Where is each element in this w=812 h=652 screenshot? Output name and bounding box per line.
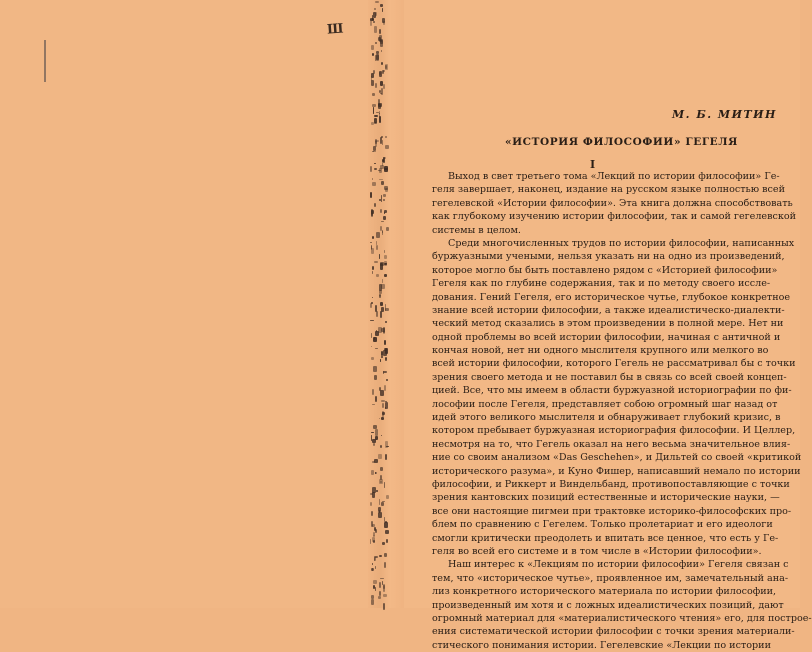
text-line: цией. Все, что мы имеем в области буржуазной историографии по фи-: [432, 385, 792, 397]
scan-speck: [381, 181, 384, 186]
scan-speck: [385, 145, 389, 149]
scan-speck: [373, 443, 375, 446]
scan-speck: [374, 558, 375, 561]
scan-speck: [373, 580, 377, 584]
text-line: зрения кантовских позиций естественные и исторические науки, —: [432, 492, 780, 504]
scan-speck: [375, 1, 379, 3]
text-line: огромный материал для «материалистического чтения» его, для построе-: [432, 612, 812, 624]
scan-speck: [379, 418, 381, 419]
scan-speck: [383, 194, 387, 196]
text-line: Выход в свет третьего тома «Лекций по истории философии» Ге-: [448, 171, 780, 182]
scan-speck: [371, 357, 374, 361]
scan-speck: [375, 587, 376, 591]
scan-speck: [384, 553, 388, 557]
text-line: блем по сравнению с Гегелем. Только пролетариат и его идеологи: [432, 519, 773, 531]
scan-speck: [383, 70, 385, 72]
scan-speck: [383, 21, 386, 26]
scan-speck: [380, 578, 383, 580]
scan-speck: [376, 55, 379, 60]
scan-speck: [372, 236, 374, 239]
scan-speck: [386, 379, 388, 381]
scan-speck: [372, 266, 374, 270]
text-line: одной проблемы во всей истории философии, начиная с античной и: [432, 331, 781, 343]
scan-speck: [379, 510, 380, 513]
scan-speck: [370, 19, 372, 25]
scan-speck: [372, 178, 373, 180]
text-line: зрения своего метода и не поставил бы в связь со всей своей концеп-: [432, 371, 787, 383]
scan-speck: [385, 308, 388, 311]
scan-speck: [382, 542, 385, 545]
article-body: [432, 170, 812, 652]
scan-speck: [382, 140, 383, 145]
scan-speck: [371, 599, 373, 606]
scan-speck: [379, 71, 381, 77]
scan-speck: [385, 188, 388, 193]
scan-speck: [372, 297, 374, 299]
text-line: лиз конкретного исторического материала по истории философии,: [432, 586, 777, 598]
scan-speck: [382, 279, 383, 284]
scan-speck: [379, 284, 382, 291]
text-line: геля завершает, наконец, издание на русском языке полностью всей: [432, 184, 786, 196]
scan-speck: [379, 168, 382, 172]
scan-mark: [44, 40, 46, 82]
text-line: геля во всей его системе и в том числе в «Истории философии».: [432, 545, 762, 557]
scan-speck: [372, 563, 373, 564]
scan-speck: [385, 348, 389, 354]
scan-speck: [385, 64, 388, 71]
scan-speck: [385, 402, 387, 408]
scan-speck: [375, 436, 377, 441]
scan-speck: [375, 55, 376, 62]
text-line: ения систематической истории философии с точки зрения материали-: [432, 626, 795, 638]
scan-speck: [371, 595, 374, 599]
scan-speck: [378, 454, 382, 459]
scan-speck: [372, 104, 376, 108]
scan-speck: [380, 311, 382, 317]
page-number: Ш: [326, 21, 346, 38]
scan-speck: [385, 454, 387, 460]
scan-speck: [370, 192, 372, 198]
scan-speck: [379, 116, 381, 123]
scan-speck: [379, 555, 383, 557]
text-line: как глубокому изучению истории философии, так и самой гегелевской: [432, 211, 797, 223]
scan-speck: [374, 168, 377, 170]
scan-speck: [384, 522, 388, 529]
scan-speck: [383, 603, 385, 610]
scan-speck: [375, 429, 378, 436]
scan-speck: [380, 445, 382, 447]
scan-speck: [370, 242, 372, 243]
scan-speck: [383, 157, 385, 159]
scan-speck: [372, 182, 376, 187]
text-line: исторического разума», и Куно Фишер, написавший немало по истории: [432, 465, 801, 477]
scan-speck: [384, 250, 386, 253]
scan-speck: [380, 390, 383, 396]
scan-speck: [384, 482, 385, 488]
scan-speck: [382, 501, 385, 502]
scan-speck: [374, 118, 377, 123]
scan-speck: [385, 321, 388, 323]
text-line: лософии после Гегеля, представляет собою огромный шаг назад от: [432, 398, 778, 410]
scan-speck: [384, 274, 387, 277]
scan-speck: [384, 385, 386, 391]
text-line: произведенный им хотя и с ложных идеалистических позиций, дают: [432, 599, 784, 611]
scan-speck: [386, 539, 388, 543]
scan-speck: [373, 540, 375, 544]
text-line: философии, и Риккерт и Виндельбанд, противопоставляющие с точки: [432, 478, 790, 490]
scan-speck: [382, 159, 384, 162]
text-line: Наш интерес к «Лекциям по истории философии» Гегеля связан с: [448, 559, 789, 571]
scan-speck: [371, 432, 374, 433]
scan-speck: [379, 35, 382, 42]
text-line: стического понимания истории. Гегелевские «Лекции по истории: [432, 639, 771, 651]
scan-speck: [376, 274, 380, 278]
scan-speck: [373, 585, 374, 589]
scan-speck: [381, 221, 384, 223]
scan-speck: [381, 356, 383, 358]
scan-speck: [376, 490, 378, 492]
scan-speck: [373, 532, 375, 537]
scan-speck: [383, 84, 385, 89]
scan-speck: [373, 12, 377, 18]
scan-speck: [383, 584, 386, 590]
scan-speck: [376, 311, 379, 317]
scan-speck: [376, 245, 379, 250]
scan-speck: [373, 366, 377, 372]
scan-speck: [375, 42, 377, 44]
scan-speck: [381, 351, 383, 356]
scan-speck: [371, 302, 373, 304]
scan-speck: [381, 62, 383, 65]
scan-speck: [373, 107, 374, 114]
scan-speck: [370, 493, 373, 495]
scan-speck: [386, 227, 389, 231]
scan-speck: [372, 93, 375, 96]
scan-speck: [383, 594, 387, 597]
scan-speck: [372, 389, 374, 395]
scan-speck: [372, 271, 374, 275]
text-line: Среди многочисленных трудов по истории философии, написанных: [448, 237, 795, 249]
scan-speck: [374, 459, 378, 463]
scan-speck: [374, 203, 376, 207]
text-line: всей истории философии, которого Гегель не рассматривал бы с точки: [432, 358, 796, 370]
scan-speck: [374, 163, 376, 164]
scan-speck: [375, 348, 378, 349]
scan-speck: [371, 248, 373, 254]
scan-speck: [380, 302, 383, 306]
text-line: ние со своим анализом «Das Geschehen», и Дильтей со своей «критикой: [432, 452, 802, 464]
scan-speck: [385, 530, 388, 533]
scan-speck: [380, 467, 383, 471]
scan-speck: [384, 210, 387, 213]
scan-speck: [373, 70, 375, 74]
scan-speck: [380, 4, 383, 7]
scan-speck: [383, 327, 386, 333]
scan-speck: [384, 255, 386, 258]
text-line: которое могло бы быть поставлено рядом с «Историей философии»: [432, 264, 778, 276]
text-line: системы в целом.: [432, 224, 521, 236]
scan-speck: [375, 331, 379, 336]
scan-speck: [379, 499, 381, 506]
scan-speck: [375, 396, 378, 402]
scan-speck: [370, 320, 373, 321]
scan-speck: [372, 404, 376, 406]
text-line: несмотря на то, что Гегель оказал на него весьма значительное влия-: [432, 438, 791, 450]
text-line: буржуазными учеными, нельзя указать ни на одно из произведений,: [432, 251, 785, 263]
text-line: дования. Гений Гегеля, его историческое чутье, глубокое конкретное: [432, 291, 791, 303]
scan-speck: [374, 8, 376, 10]
author-name: М. Б. МИТИН: [672, 108, 777, 121]
scan-speck: [370, 166, 372, 172]
book-gutter: [368, 0, 408, 608]
scan-speck: [371, 80, 374, 86]
scan-speck: [385, 521, 387, 523]
scan-speck: [381, 88, 384, 95]
scan-speck: [381, 435, 382, 436]
scan-speck: [379, 479, 383, 484]
scan-speck: [374, 26, 377, 33]
scan-speck: [385, 401, 386, 402]
scan-speck: [374, 261, 378, 263]
text-line: знание всей истории философии, а также идеалистическо-диалекти-: [432, 304, 785, 316]
scan-speck: [371, 333, 372, 338]
scan-speck: [384, 340, 386, 345]
left-page: [0, 0, 372, 608]
scan-speck: [373, 337, 377, 342]
text-line: идей этого великого мыслителя и обнаруживает глубокий кризис, в: [432, 412, 781, 424]
scan-speck: [374, 375, 377, 380]
scan-speck: [373, 146, 376, 151]
scan-speck: [384, 562, 386, 568]
scan-speck: [371, 511, 373, 516]
scan-speck: [371, 521, 374, 527]
scan-speck: [379, 254, 380, 258]
text-line: гегелевской «Истории философии». Эта книга должна способствовать: [432, 197, 793, 209]
section-number: I: [590, 158, 596, 171]
scan-speck: [382, 8, 383, 12]
scan-speck: [378, 99, 380, 105]
scan-speck: [375, 83, 377, 89]
scan-speck: [381, 502, 384, 506]
scan-speck: [381, 400, 385, 402]
scan-speck: [379, 582, 381, 588]
scan-speck: [379, 29, 381, 34]
scan-speck: [380, 209, 382, 213]
scan-speck: [381, 50, 382, 52]
scan-speck: [385, 136, 387, 138]
text-line: ческий метод сказались в этом произведении в полной мере. Нет ни: [432, 318, 784, 330]
scan-speck: [378, 596, 381, 599]
scan-speck: [376, 232, 380, 238]
scan-speck: [373, 425, 376, 429]
scan-speck: [371, 346, 373, 347]
scan-speck: [371, 435, 372, 441]
scan-speck: [379, 179, 383, 180]
scan-speck: [376, 241, 378, 244]
scan-speck: [370, 502, 371, 506]
text-line: смогли критически преодолеть и впитать все ценное, что есть у Ге-: [432, 532, 779, 544]
text-line: Гегеля как по глубине содержания, так и по методу своего иссле-: [432, 278, 771, 290]
scan-speck: [383, 199, 386, 200]
scan-speck: [371, 470, 374, 475]
scan-speck: [375, 141, 378, 148]
scan-speck: [374, 556, 377, 557]
scan-speck: [376, 51, 379, 54]
scan-speck: [376, 330, 377, 332]
scan-speck: [385, 407, 386, 409]
text-line: кончая новой, нет ни одного мыслителя крупного или мелкого во: [432, 345, 769, 357]
scan-speck: [375, 472, 377, 474]
scan-speck: [372, 53, 373, 56]
text-line: все они настоящие пигмеи при трактовке историко-философских про-: [432, 505, 792, 517]
text-line: тем, что «историческое чутье», проявленное им, замечательный ана-: [432, 572, 789, 584]
scan-speck: [380, 359, 381, 361]
scan-speck: [382, 412, 386, 415]
scan-speck: [379, 387, 381, 391]
scan-speck: [380, 226, 382, 231]
scan-speck: [374, 115, 378, 117]
article-title: «ИСТОРИЯ ФИЛОСОФИИ» ГЕГЕЛЯ: [505, 136, 739, 148]
scan-speck: [381, 136, 382, 138]
text-line: котором пребывает буржуазная историография философии. И Целлер,: [432, 425, 796, 437]
scan-speck: [371, 213, 373, 217]
scan-speck: [381, 417, 384, 420]
scan-speck: [386, 495, 389, 499]
scan-speck: [373, 21, 375, 23]
scan-speck: [383, 216, 386, 220]
scan-speck: [384, 166, 388, 170]
scan-speck: [371, 45, 374, 50]
scan-speck: [375, 566, 377, 569]
scan-speck: [370, 303, 372, 308]
